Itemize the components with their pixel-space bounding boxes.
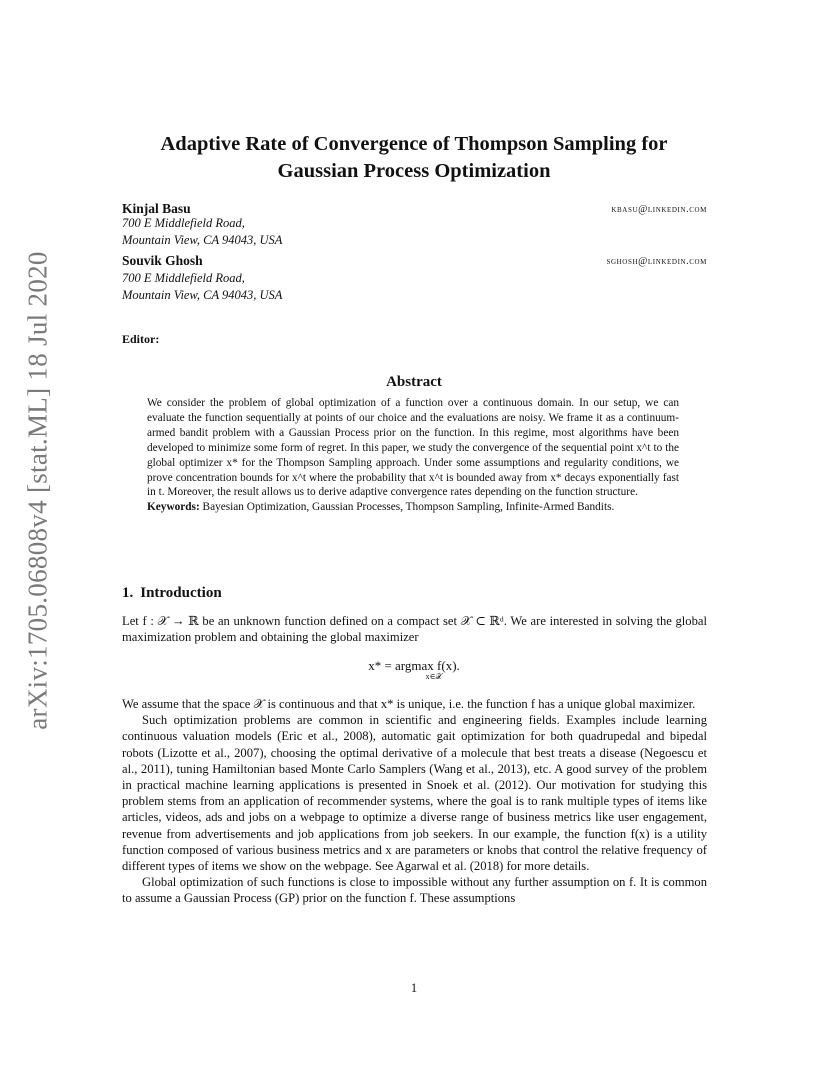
- equation-main: x* = argmax f(x).: [368, 658, 460, 673]
- equation-argmax: [0, 658, 828, 682]
- author-address-2-line-2: Mountain View, CA 94043, USA: [122, 288, 283, 302]
- author-name-1: Kinjal Basu: [122, 201, 191, 216]
- intro-paragraph-2: We assume that the space 𝒳 is continuous and that x* is unique, i.e. the function f has a unique global maximizer.: [122, 697, 696, 711]
- page-number: 1: [410, 981, 418, 995]
- abstract-heading: Abstract: [386, 374, 442, 390]
- section-number: 1.: [122, 585, 134, 601]
- section-title: Introduction: [140, 585, 222, 601]
- section-heading-introduction: [122, 585, 222, 602]
- keywords: [147, 500, 679, 515]
- equation-subscript: x∈𝒳: [425, 672, 443, 681]
- keywords-label: Keywords:: [147, 501, 200, 514]
- author-address-2-line-1: 700 E Middlefield Road,: [122, 271, 245, 285]
- intro-paragraph-3: Such optimization problems are common in scientific and engineering fields. Examples include learning continuous valuation models (Eric et al., 2008), automatic gait optimization for both quadrupedal and bipedal robots (Lizotte et al., 2007), choosing the optimal derivative of a molecule that best treats a disease (Negoescu et al., 2011), tuning Hamiltonian based Monte Carlo Samplers (Wang et al., 2013), etc. A good survey of the problem in practical machine learning applications is presented in Snoek et al. (2012). Our motivation for studying this problem stems from an application of recommender systems, where the goal is to rank multiple types of items like articles, videos, ads and jobs on a webpage to optimize a diverse range of business metrics like user engagement, revenue from advertisements and job applications from job seekers. In our example, the function f(x) is a utility function composed of various business metrics and x are parameters or knobs that control the relative frequency of different types of items we show on the webpage. See Agarwal et al. (2018) for more details.: [122, 713, 707, 874]
- intro-paragraph-4: Global optimization of such functions is close to impossible without any further assumption on f. It is common to assume a Gaussian Process (GP) prior on the function f. These assumptions: [122, 875, 707, 906]
- editor-label: Editor:: [122, 332, 160, 346]
- arxiv-identifier: arXiv:1705.06808v4 [stat.ML] 18 Jul 2020: [22, 250, 53, 730]
- author-address-2: [122, 270, 282, 304]
- title-line-1: Adaptive Rate of Convergence of Thompson Sampling for: [160, 133, 668, 155]
- author-email-1[interactable]: kbasu@linkedin.com: [611, 204, 707, 215]
- intro-paragraph-1: Let f : 𝒳 → ℝ be an unknown function defined on a compact set 𝒳 ⊂ ℝᵈ. We are interested in solving the global maximization problem and obtaining the global maximizer: [122, 614, 707, 645]
- abstract-text: We consider the problem of global optimization of a function over a continuous domain. In our setup, we can evaluate the function sequentially at points of our choice and the evaluations are noisy. We frame it as a continuum-armed bandit problem with a Gaussian Process prior on the function. In this regime, most algorithms have been developed to minimize some form of regret. In this paper, we study the convergence of the sequential point x^t to the global optimizer x* for the Thompson Sampling approach. Under some assumptions and regularity conditions, we prove concentration bounds for x^t where the probability that x^t is bounded away from x* decays exponentially fast in t. Moreover, the result allows us to derive adaptive convergence rates depending on the function structure.: [147, 397, 679, 499]
- author-name-2: Souvik Ghosh: [122, 253, 203, 268]
- title-line-2: Gaussian Process Optimization: [277, 160, 551, 182]
- arxiv-identifier-stamp: [12, 250, 64, 730]
- intro-body: [122, 696, 707, 907]
- author-address-1: [122, 215, 282, 249]
- author-address-1-line-2: Mountain View, CA 94043, USA: [122, 233, 283, 247]
- author-address-1-line-1: 700 E Middlefield Road,: [122, 216, 245, 230]
- author-email-2[interactable]: sghosh@linkedin.com: [606, 256, 707, 267]
- paper-title: [80, 131, 748, 185]
- abstract-body: [147, 396, 679, 515]
- keywords-text: Bayesian Optimization, Gaussian Processes, Thompson Sampling, Infinite-Armed Bandits.: [202, 501, 615, 514]
